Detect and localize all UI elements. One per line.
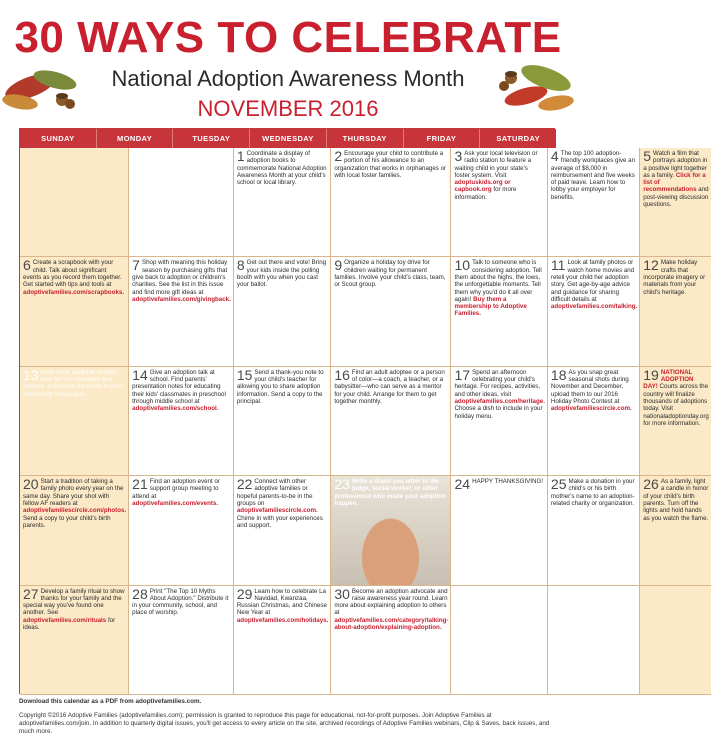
day-activity-text-continued: for ideas. <box>23 616 116 632</box>
calendar-day-20 <box>20 476 129 585</box>
day-number: 6 <box>23 257 31 274</box>
day-activity-text-continued: Courts across the country will finalize thousands of adoptions today. Visit nationaladoptionday.org for more information. <box>643 383 709 427</box>
day-activity-link[interactable]: adoptivefamilies.com/talking. <box>550 303 638 311</box>
day-activity-link[interactable]: adoptivefamiliescircle.com. <box>550 405 632 413</box>
day-activity-link[interactable]: adoptivefamilies.com/category/talking-about-adoption/explaining-adoption. <box>334 616 449 632</box>
calendar-day-28 <box>129 586 234 695</box>
day-number: 23 <box>334 476 350 493</box>
day-activity-text: Coordinate a display of adoption books to commemorate National Adoption Awareness Month at your child's school or local library. <box>236 150 327 187</box>
page-header <box>0 0 576 128</box>
day-number: 27 <box>23 585 39 602</box>
calendar-grid <box>20 148 709 695</box>
calendar-day-5 <box>640 148 711 257</box>
day-number: 12 <box>643 257 659 274</box>
day-activity-link[interactable]: adoptivefamilies.com/school. <box>132 405 219 413</box>
calendar-day-30 <box>331 586 451 695</box>
calendar-image-cell <box>20 148 129 257</box>
day-number: 17 <box>454 366 471 383</box>
calendar-day-2 <box>331 148 451 257</box>
calendar-day-25 <box>548 476 640 585</box>
calendar-day-4 <box>548 148 640 257</box>
day-activity-text: Develop a family ritual to show thanks for your family and the special way you've found one another. See <box>23 587 125 617</box>
day-number: 28 <box>132 585 148 602</box>
page-title: 30 WAYS TO CELEBRATE <box>14 13 562 62</box>
day-activity-text: Become an adoption advocate and raise awareness year round. Learn more about explaining adoption to others at <box>334 587 448 617</box>
calendar-day-12 <box>640 257 711 366</box>
calendar-day-7 <box>129 257 234 366</box>
weekday-header-row <box>20 129 556 148</box>
day-activity-link[interactable]: adoptivefamilies.com/rituals <box>23 616 107 624</box>
day-number: 30 <box>334 585 350 602</box>
day-activity-text: As a family, light a candle in honor of your child's birth parents. Turn off the lights and hold hands as you watch the flame. <box>643 478 709 522</box>
day-number: 5 <box>643 148 652 164</box>
day-activity-text: Shop with meaning this holiday season by purchasing gifts that give back to adoption or children's charities. See the list in this issue and find more gift ideas at <box>132 259 228 296</box>
day-activity-text: Look at family photos or watch home movies and retell your child her adoption story. Get age-by-age advice and guidance for sharing difficult details at <box>550 259 635 303</box>
month-label: NOVEMBER 2016 <box>197 96 379 121</box>
day-number: 2 <box>334 148 343 164</box>
day-activity-text: The top 100 adoption-friendly workplaces give an average of $8,000 in reimbursement and five weeks of paid leave. Learn how to lobby your employer for benefits. <box>550 150 636 201</box>
day-activity-text-continued: for more information. <box>454 186 517 201</box>
calendar-day-14 <box>129 367 234 476</box>
calendar-day-18 <box>548 367 640 476</box>
day-activity-text: Start a tradition of taking a family photo every year on the same day. Share your shot with fellow AF readers at <box>23 478 124 508</box>
download-note[interactable]: Download this calendar as a PDF from adoptivefamilies.com. <box>19 698 202 705</box>
day-activity-link[interactable]: adoptivefamilies.com/holidays. <box>236 616 329 624</box>
calendar-day-15 <box>234 367 331 476</box>
day-activity-text-continued: Chime in with your experiences and support. <box>236 514 323 529</box>
day-number: 10 <box>454 257 471 274</box>
calendar-day-10 <box>451 257 547 366</box>
day-activity-text: Make a donation in your child's or his birth mother's name to an adoption-related charity or organization. <box>550 478 635 508</box>
day-number: 26 <box>643 476 659 493</box>
page-footer <box>19 698 559 736</box>
weekday-header: FRIDAY <box>404 129 481 148</box>
calendar-day-21 <box>129 476 234 585</box>
day-activity-text: As you snap great seasonal shots during November and December, upload them to our 2016 Holiday Photo Contest at <box>550 368 629 405</box>
weekday-header: WEDNESDAY <box>250 129 327 148</box>
weekday-header: THURSDAY <box>327 129 404 148</box>
day-number: 22 <box>236 476 253 493</box>
calendar-day-24 <box>451 476 547 585</box>
calendar-day-27 <box>20 586 129 695</box>
weekday-header: SATURDAY <box>496 134 540 143</box>
day-activity-text: Give an adoption talk at school. Find parents' presentation notes for educating their kids' classmates in preschool through middle school at <box>132 368 226 405</box>
day-number: 18 <box>550 366 567 383</box>
day-number: 4 <box>550 148 559 164</box>
day-number: 9 <box>334 257 343 274</box>
calendar-day-1 <box>234 148 331 257</box>
day-activity-text: Spend an afternoon celebrating your child's heritage. For recipes, activities, and other ideas, visit <box>454 368 541 398</box>
calendar-image-cell <box>548 586 640 695</box>
calendar-day-9 <box>331 257 451 366</box>
day-number: 13 <box>23 366 39 383</box>
day-activity-text: Learn how to celebrate La Navidad, Kwanzaa, Russian Christmas, and Chinese New Year at <box>236 587 327 617</box>
day-activity-text: Talk to someone who is considering adoption. Tell them about the highs, the lows, the unforgettable moments. Tell them why you'd do it all over again! <box>454 259 542 303</box>
calendar-day-6 <box>20 257 129 366</box>
day-activity-text: Encourage your child to contribute a portion of his allowance to an organization that works in orphanages or with local foster families. <box>334 150 447 179</box>
day-number: 20 <box>23 476 39 493</box>
day-number: 1 <box>236 148 245 164</box>
calendar-day-16 <box>331 367 451 476</box>
day-number: 15 <box>236 366 253 383</box>
day-activity-text: Organize a holiday toy drive for children waiting for permanent families. Involve your child's class, team, or Scout group. <box>334 259 446 289</box>
day-activity-text: Send a thank-you note to your child's teacher for allowing you to share adoption information. Send a copy to the principal. <box>236 368 324 405</box>
day-number: 29 <box>236 585 253 602</box>
day-number: 3 <box>454 148 463 164</box>
day-number: 16 <box>334 366 350 383</box>
day-activity-text: Connect with other adoptive families or hopeful parents-to-be in the groups on <box>236 478 313 508</box>
day-activity-link[interactable]: adoptivefamiliescircle.com/photos. <box>23 507 127 515</box>
day-activity-link[interactable]: Buy them a membership to Adoptive Families. <box>454 295 527 318</box>
weekday-header: SUNDAY <box>20 129 97 148</box>
copyright-note: Copyright ©2016 Adoptive Families (adoptivefamilies.com); permission is granted to reproduce this page for educational, not-for-profit purposes. Join Adoptive Families at adoptivefamilies.com/join. In addition to quarterly digital issues, you'll get access to every article on the site, archived recordings of Adoptive Families webinars, Clip & Saves, back issues, and much more. <box>19 712 550 735</box>
day-activity-link[interactable]: adoptivefamilies.com/heritage. <box>454 397 545 405</box>
day-activity-text: Invite local adoptive families over for hot chocolate and cookies. Announce the event in your community newspaper. <box>23 368 123 398</box>
day-activity-text: Get out there and vote! Bring your kids inside the polling booth with you when you cast your ballot. <box>236 259 327 289</box>
calendar-day-29 <box>234 586 331 695</box>
day-activity-link[interactable]: NATIONAL ADOPTION DAY! <box>643 368 694 391</box>
calendar-day-17 <box>451 367 547 476</box>
day-activity-text: Find an adoption event or support group meeting to attend at <box>132 478 220 500</box>
weekday-header: MONDAY <box>97 129 174 148</box>
calendar-image-cell <box>640 586 711 695</box>
calendar <box>19 128 709 694</box>
calendar-day-3 <box>451 148 547 257</box>
day-activity-link[interactable]: adoptivefamilies.com/scrapbooks. <box>23 288 125 296</box>
day-number: 7 <box>132 257 140 274</box>
day-activity-text: Create a scrapbook with your child. Talk about significant events as you record them together. Get started with tips and tools at <box>23 259 122 289</box>
day-number: 14 <box>132 366 148 383</box>
page-subtitle: National Adoption Awareness Month <box>111 66 465 91</box>
day-activity-text-continued: and post-viewing discussion questions. <box>643 186 709 209</box>
calendar-day-19 <box>640 367 711 476</box>
day-activity-text: Find an adult adoptee or a person of color—a coach, a teacher, or a babysitter—who can serve as a mentor for your child. Arrange for them to get together monthly. <box>334 368 445 405</box>
calendar-day-11 <box>548 257 640 366</box>
calendar-day-13 <box>20 367 129 476</box>
calendar-day-22 <box>234 476 331 585</box>
calendar-day-8 <box>234 257 331 366</box>
day-number: 24 <box>454 476 471 493</box>
day-number: 19 <box>643 366 659 383</box>
calendar-image-cell <box>451 586 547 695</box>
day-number: 11 <box>550 257 566 274</box>
day-activity-link[interactable]: adoptivefamilies.com/givingback. <box>132 295 231 303</box>
day-activity-link[interactable]: adoptivefamiliescircle.com. <box>236 507 318 515</box>
day-activity-text: Ask your local television or radio station to feature a waiting child in your state's foster system. Visit <box>454 150 538 179</box>
day-number: 25 <box>550 476 567 493</box>
calendar-image-cell <box>129 148 234 257</box>
day-activity-link[interactable]: Click for a list of recommendations <box>643 171 706 194</box>
calendar-day-26 <box>640 476 711 585</box>
day-activity-text: Watch a film that portrays adoption in a positive light together as a family. <box>643 150 708 179</box>
day-activity-link[interactable]: adoptuskids.org or capbook.org <box>454 179 511 194</box>
day-activity-text: HAPPY THANKSGIVING! <box>472 478 544 486</box>
day-number: 21 <box>132 476 148 493</box>
day-number: 8 <box>236 257 245 274</box>
calendar-day-23 <box>331 476 451 585</box>
weekday-header: TUESDAY <box>173 129 250 148</box>
day-activity-text: Print "The Top 10 Myths About Adoption." Distribute it in your community, school, and place of worship. <box>132 587 229 617</box>
day-activity-text-continued: Send a copy to your child's birth parents. <box>23 514 111 529</box>
day-activity-text: Make holiday crafts that incorporate imagery or materials from your child's heritage. <box>643 259 706 296</box>
day-activity-text: Write a thank-you letter to the judge, social worker, or other professional who made your adoption happen. <box>334 478 447 508</box>
day-activity-link[interactable]: adoptivefamilies.com/events. <box>132 500 219 508</box>
day-activity-text-continued: Choose a dish to include in your holiday menu. <box>454 405 543 420</box>
